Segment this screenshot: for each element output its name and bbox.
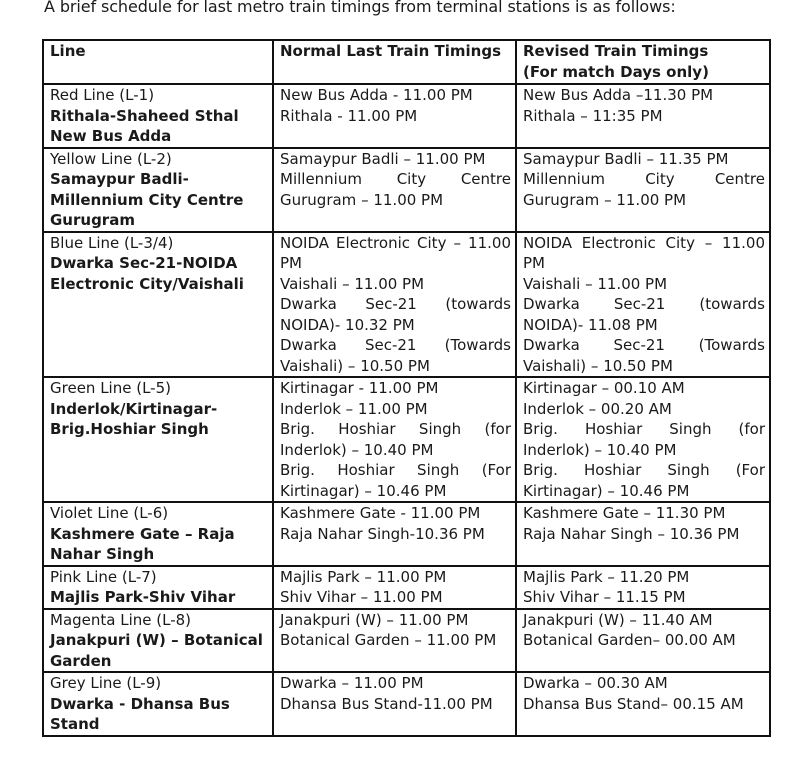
header-revised-label: Revised Train Timings bbox=[523, 42, 709, 60]
line-cell bbox=[43, 566, 273, 609]
revised-timing-entry: Brig. Hoshiar Singh (For Kirtinagar) – 10.46 PM bbox=[523, 461, 765, 500]
revised-timing-entry: Brig. Hoshiar Singh (for Inderlok) – 10.40 PM bbox=[523, 420, 765, 459]
line-code: Pink Line (L-7) bbox=[50, 567, 157, 586]
header-line bbox=[43, 40, 273, 84]
revised-timing-entry: Vaishali – 11.00 PM bbox=[523, 274, 668, 293]
revised-timing-entry: Majlis Park – 11.20 PM bbox=[523, 567, 690, 586]
normal-timing-entry: Millennium City Centre Gurugram – 11.00 PM bbox=[280, 170, 511, 209]
revised-timing-cell bbox=[516, 672, 770, 736]
revised-timing-cell bbox=[516, 232, 770, 378]
normal-timing-entry: Brig. Hoshiar Singh (For Kirtinagar) – 10.46 PM bbox=[280, 461, 511, 500]
revised-timing-entry: NOIDA Electronic City – 11.00 PM bbox=[523, 233, 765, 272]
normal-timing-entry: New Bus Adda - 11.00 PM bbox=[280, 86, 473, 104]
line-cell bbox=[43, 84, 273, 148]
normal-timing-entry: Raja Nahar Singh-10.36 PM bbox=[280, 524, 485, 543]
normal-timing-entry: Dwarka – 11.00 PM bbox=[280, 674, 424, 692]
normal-timing-entry: Brig. Hoshiar Singh (for Inderlok) – 10.40 PM bbox=[280, 420, 511, 459]
line-cell bbox=[43, 148, 273, 232]
normal-timing-entry: Vaishali – 11.00 PM bbox=[280, 274, 425, 293]
normal-timing-cell bbox=[273, 502, 516, 566]
normal-timing-cell bbox=[273, 377, 516, 502]
line-cell bbox=[43, 609, 273, 673]
revised-timing-cell bbox=[516, 566, 770, 609]
header-revised bbox=[516, 40, 770, 84]
line-cell bbox=[43, 232, 273, 378]
line-code: Blue Line (L-3/4) bbox=[50, 233, 174, 252]
revised-timing-entry: Shiv Vihar – 11.15 PM bbox=[523, 588, 686, 606]
normal-timing-cell bbox=[273, 672, 516, 736]
normal-timing-entry: Dwarka Sec-21 (towards NOIDA)- 10.32 PM bbox=[280, 295, 511, 334]
header-row bbox=[43, 40, 770, 84]
revised-timing-cell bbox=[516, 377, 770, 502]
revised-timing-entry: Botanical Garden– 00.00 AM bbox=[523, 631, 736, 649]
line-route: Janakpuri (W) – Botanical Garden bbox=[50, 631, 263, 670]
table-row bbox=[43, 609, 770, 673]
header-revised-note: (For match Days only) bbox=[523, 63, 709, 81]
line-route: Dwarka Sec-21-NOIDA Electronic City/Vaishali bbox=[50, 254, 244, 293]
line-route: Samaypur Badli-Millennium City Centre Gurugram bbox=[50, 170, 244, 229]
revised-timing-entry: Rithala – 11:35 PM bbox=[523, 106, 663, 125]
normal-timing-entry: Botanical Garden – 11.00 PM bbox=[280, 631, 497, 649]
line-code: Green Line (L-5) bbox=[50, 379, 171, 397]
normal-timing-cell bbox=[273, 566, 516, 609]
normal-timing-entry: Samaypur Badli – 11.00 PM bbox=[280, 149, 486, 168]
revised-timing-cell bbox=[516, 148, 770, 232]
header-line-label: Line bbox=[50, 42, 86, 60]
table-body bbox=[43, 84, 770, 736]
normal-timing-entry: Shiv Vihar – 11.00 PM bbox=[280, 588, 443, 606]
normal-timing-entry: Rithala - 11.00 PM bbox=[280, 106, 418, 125]
line-cell bbox=[43, 502, 273, 566]
line-route: Majlis Park-Shiv Vihar bbox=[50, 588, 236, 606]
table-row bbox=[43, 566, 770, 609]
header-normal-label: Normal Last Train Timings bbox=[280, 42, 502, 60]
normal-timing-entry: Majlis Park – 11.00 PM bbox=[280, 567, 447, 586]
table-row bbox=[43, 84, 770, 148]
table-row bbox=[43, 377, 770, 502]
normal-timing-entry: Janakpuri (W) – 11.00 PM bbox=[280, 610, 469, 629]
timings-table bbox=[42, 39, 771, 737]
normal-timing-cell bbox=[273, 609, 516, 673]
revised-timing-entry: New Bus Adda –11.30 PM bbox=[523, 86, 714, 104]
revised-timing-entry: Millennium City Centre Gurugram – 11.00 PM bbox=[523, 170, 765, 209]
header-normal bbox=[273, 40, 516, 84]
revised-timing-entry: Dwarka Sec-21 (Towards Vaishali) – 10.50 PM bbox=[523, 336, 765, 375]
revised-timing-entry: Kashmere Gate – 11.30 PM bbox=[523, 504, 726, 522]
table-row bbox=[43, 672, 770, 736]
revised-timing-cell bbox=[516, 502, 770, 566]
normal-timing-cell bbox=[273, 148, 516, 232]
line-route: Kashmere Gate – Raja Nahar Singh bbox=[50, 524, 235, 563]
revised-timing-entry: Dwarka – 00.30 AM bbox=[523, 674, 668, 692]
line-cell bbox=[43, 377, 273, 502]
intro-text: A brief schedule for last metro train timings from terminal stations is as follows: bbox=[44, 0, 676, 16]
line-code: Red Line (L-1) bbox=[50, 86, 155, 104]
table-row bbox=[43, 502, 770, 566]
line-route: Dwarka - Dhansa Bus Stand bbox=[50, 694, 230, 733]
revised-timing-entry: Dwarka Sec-21 (towards NOIDA)- 11.08 PM bbox=[523, 295, 765, 334]
table-row bbox=[43, 148, 770, 232]
normal-timing-entry: Dhansa Bus Stand-11.00 PM bbox=[280, 694, 493, 713]
normal-timing-entry: Kirtinagar - 11.00 PM bbox=[280, 379, 439, 397]
table-row bbox=[43, 232, 770, 378]
revised-timing-entry: Inderlok – 00.20 AM bbox=[523, 399, 672, 418]
normal-timing-cell bbox=[273, 232, 516, 378]
revised-timing-entry: Janakpuri (W) – 11.40 AM bbox=[523, 610, 713, 629]
revised-timing-entry: Dhansa Bus Stand– 00.15 AM bbox=[523, 694, 744, 713]
line-route: Rithala-Shaheed Sthal New Bus Adda bbox=[50, 106, 239, 145]
revised-timing-entry: Kirtinagar – 00.10 AM bbox=[523, 379, 685, 397]
revised-timing-entry: Raja Nahar Singh – 10.36 PM bbox=[523, 524, 740, 543]
revised-timing-cell bbox=[516, 84, 770, 148]
normal-timing-entry: Inderlok – 11.00 PM bbox=[280, 399, 428, 418]
line-code: Violet Line (L-6) bbox=[50, 504, 169, 522]
revised-timing-cell bbox=[516, 609, 770, 673]
line-code: Yellow Line (L-2) bbox=[50, 149, 172, 168]
normal-timing-entry: NOIDA Electronic City – 11.00 PM bbox=[280, 233, 511, 272]
revised-timing-entry: Samaypur Badli – 11.35 PM bbox=[523, 149, 729, 168]
normal-timing-cell bbox=[273, 84, 516, 148]
line-route: Inderlok/Kirtinagar-Brig.Hoshiar Singh bbox=[50, 399, 218, 438]
line-code: Grey Line (L-9) bbox=[50, 674, 162, 692]
normal-timing-entry: Dwarka Sec-21 (Towards Vaishali) – 10.50 PM bbox=[280, 336, 511, 375]
normal-timing-entry: Kashmere Gate - 11.00 PM bbox=[280, 504, 481, 522]
line-cell bbox=[43, 672, 273, 736]
line-code: Magenta Line (L-8) bbox=[50, 610, 192, 629]
